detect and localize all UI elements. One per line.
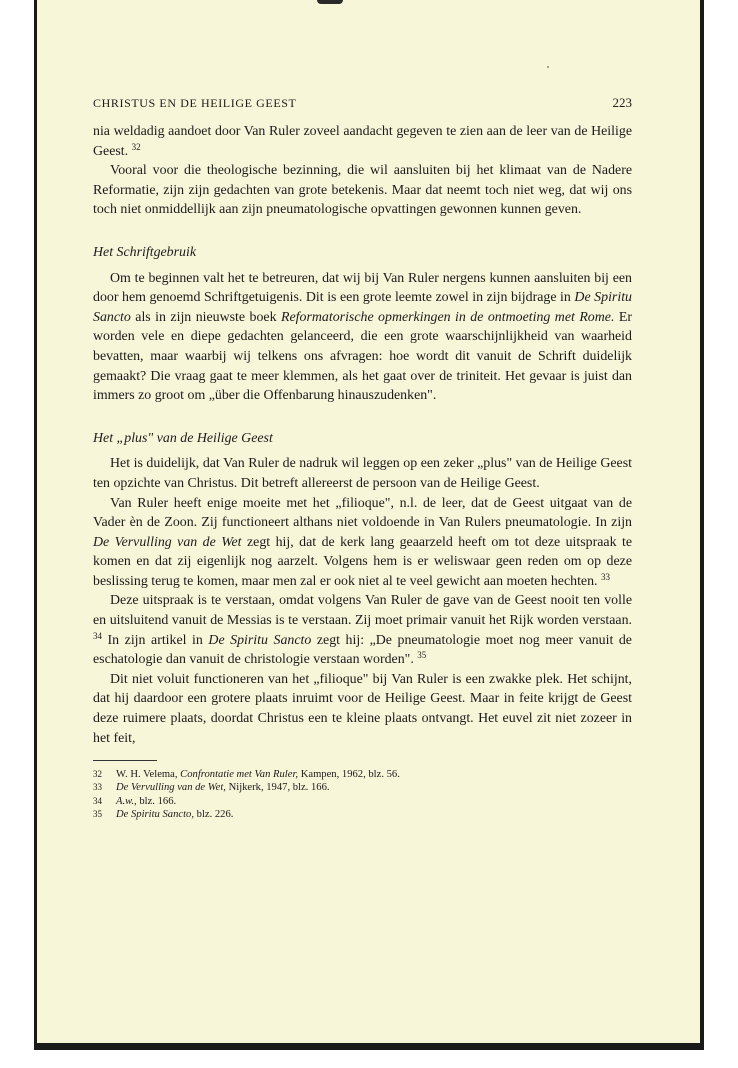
footnote-ref-33[interactable]: 33 (601, 571, 610, 582)
section-heading-plus: Het „plus" van de Heilige Geest (93, 430, 273, 446)
section-heading-schriftgebruik: Het Schriftgebruik (93, 244, 196, 260)
book-title: De Spiritu Sancto (93, 290, 632, 325)
running-title: CHRISTUS EN DE HEILIGE GEEST (93, 96, 297, 110)
book-title: Reformatorische opmerkingen in de ontmoeting met Rome. (281, 309, 615, 325)
book-page (34, 0, 704, 1050)
paragraph: Dit niet voluit functioneren van het „filioque" bij Van Ruler is een zwakke plek. Het schijnt, dat hij daardoor een grotere plaats inruimt voor de Heilige Geest. Maar in feite krijgt de Geest deze ruimere plaats, doordat Christus een te kleine plaats ontvangt. Het euvel zit niet zozeer in het feit, (93, 671, 632, 746)
footnote: 34 A.w., blz. 166. (93, 795, 177, 807)
footnote: 32 W. H. Velema, Confrontatie met Van Ruler, Kampen, 1962, blz. 56. (93, 769, 400, 781)
footnote-number: 35 (93, 808, 102, 819)
footnote-ref-32[interactable]: 32 (131, 141, 141, 152)
paragraph: Van Ruler heeft enige moeite met het „filioque", n.l. de leer, dat de Geest uitgaat van de Vader èn de Zoon. Zij functioneert althans niet voldoende in Van Rulers pneumatologie. In zijn De Vervulling van de Wet zegt hij, dat de kerk lang geaarzeld heeft om tot deze uitspraak te komen en dat zij eigenlijk nog aarzelt. Volgens hem is er weliswaar geen reden om op deze beslissing terug te komen, maar men zal er ook niet al te veel gewicht aan moeten hechten. $^{33}$ (93, 495, 632, 589)
footnote: 35 De Spiritu Sancto, blz. 226. (93, 808, 234, 820)
page-content (93, 95, 632, 821)
paragraph: Om te beginnen valt het te betreuren, dat wij bij Van Ruler nergens kunnen aansluiten bij een door hem genoemd Schriftgetuigenis. Dit is een grote leemte zowel in zijn bijdrage in De Spiritu Sancto als in zijn nieuwste boek Reformatorische opmerkingen in de ontmoeting met Rome. Er worden vele en diepe gedachten gelanceerd, die een grote waarschijnlijkheid van waarheid bevatten, maar waarbij wij telkens ons afvragen: hoe wordt dit vanuit de Schrift duidelijk gemaakt? Die vraag gaat te meer klemmen, als het gaat over de triniteit. Het gevaar is juist dan immers zo groot om „über die Offenbarung hinauszudenken". (93, 270, 633, 404)
footnote-divider (93, 760, 157, 761)
paragraph: Vooral voor die theologische bezinning, die wil aansluiten bij het klimaat van de Nadere Reformatie, zijn zijn gedachten van grote betekenis. Maar dat neemt toch niet weg, dat wij ons toch niet onmiddellijk aan zijn pneumatologische opvattingen gewonnen kunnen geven. (93, 163, 632, 218)
book-title: De Spiritu Sancto (208, 632, 312, 648)
scan-artifact-mark (317, 0, 343, 4)
footnote-number: 33 (93, 782, 102, 793)
paragraph: Deze uitspraak is te verstaan, omdat volgens Van Ruler de gave van de Geest nooit ten volle en uitsluitend vanuit de Messias is te verstaan. Zij moet primair vanuit het Rijk worden verstaan. $^{34}$ In zijn artikel in De Spiritu Sancto zegt hij: „De pneumatologie moet nog meer vanuit de eschatologie dan vanuit de christologie verstaan worden". $^{35}$ (93, 593, 632, 668)
footnote: 33 De Vervulling van de Wet, Nijkerk, 1947, blz. 166. (93, 782, 330, 794)
paragraph: Het is duidelijk, dat Van Ruler de nadruk wil leggen op een zeker „plus" van de Heilige Geest ten opzichte van Christus. Dit betreft allereerst de persoon van de Heilige Geest. (93, 456, 632, 491)
footnote-number: 32 (93, 769, 102, 780)
running-head (93, 95, 632, 111)
page-number: 223 (612, 95, 632, 110)
footnote-number: 34 (93, 795, 102, 806)
footnote-ref-35[interactable]: 35 (417, 650, 427, 661)
book-title: De Vervulling van de Wet (93, 534, 242, 550)
scan-speck (547, 66, 549, 68)
footnote-ref-34[interactable]: 34 (93, 630, 102, 641)
paragraph-continued: nia weldadig aandoet door Van Ruler zoveel aandacht gegeven te zien aan de leer van de Heilige Geest. $^{32}$ (93, 124, 632, 159)
